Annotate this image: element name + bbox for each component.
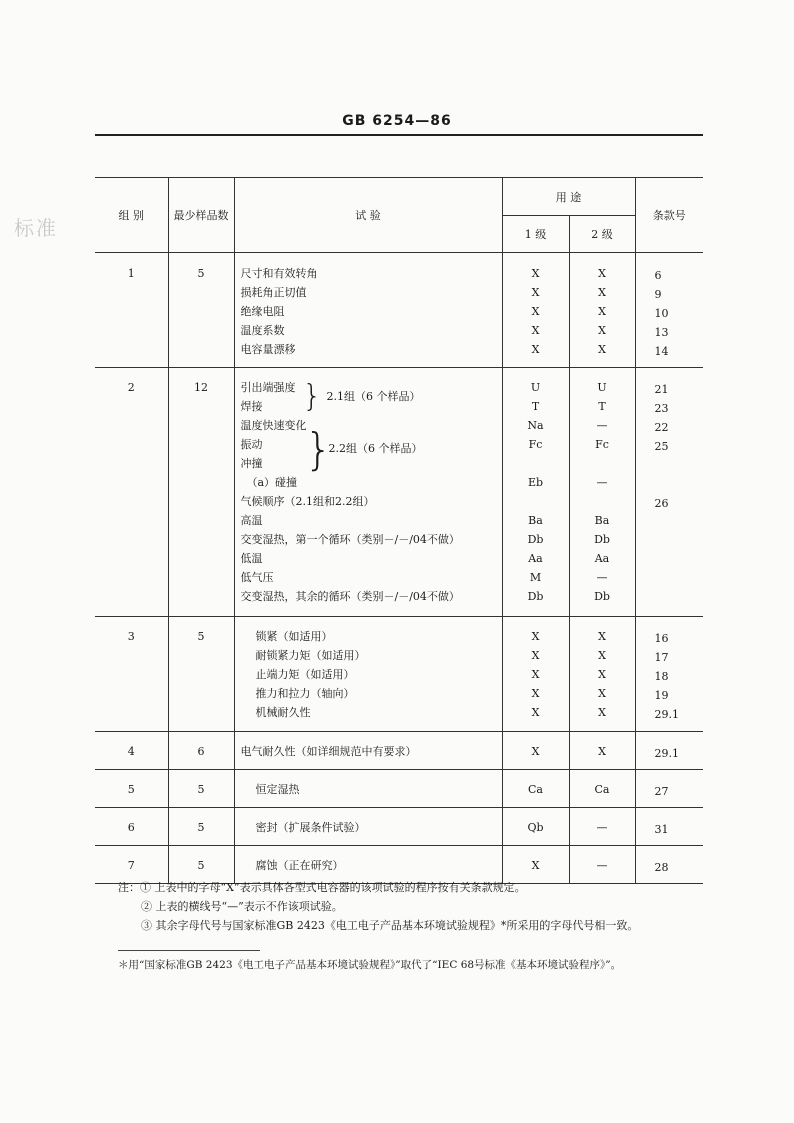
clause-number: 9 — [654, 288, 662, 301]
test-name: 机械耐久性 — [255, 706, 311, 719]
test-name: 密封（扩展条件试验） — [255, 821, 366, 834]
footnote-rule — [118, 950, 260, 951]
clause-number: 27 — [654, 785, 669, 798]
table-row — [95, 617, 703, 732]
clause-number: 6 — [654, 269, 662, 282]
test-name: 交变湿热，其余的循环（类别－/－/04不做） — [240, 590, 460, 603]
header-clause: 条款号 — [635, 178, 703, 253]
test-name: 耐锁紧力矩（如适用） — [255, 649, 366, 662]
clause-number — [636, 475, 704, 494]
level-1-code: X — [531, 649, 540, 662]
table-row — [95, 808, 703, 846]
level-2-code — [570, 492, 635, 511]
level-2-code: Db — [594, 590, 610, 603]
level-1-code: M — [529, 571, 542, 584]
level-2-code: — — [596, 859, 608, 872]
sample-count: 5 — [197, 783, 205, 796]
level-2-code: X — [598, 267, 606, 280]
level-2-code: X — [598, 343, 606, 356]
header-test: 试 验 — [234, 178, 502, 253]
notes — [118, 878, 638, 935]
clause-number: 25 — [654, 440, 669, 453]
header-level-1: 1 级 — [502, 216, 569, 253]
clause-number: 29.1 — [654, 747, 679, 760]
test-name: 电容量漂移 — [240, 343, 296, 356]
group-number: 2 — [127, 381, 135, 394]
level-2-code: X — [598, 649, 606, 662]
test-name: 绝缘电阻 — [240, 305, 285, 318]
group-number: 5 — [127, 783, 135, 796]
clause-number: 16 — [654, 632, 669, 645]
brace-icon: } — [304, 424, 333, 475]
test-name: 气候顺序（2.1组和2.2组） — [240, 495, 375, 508]
test-name: 尺寸和有效转角 — [240, 267, 318, 280]
level-1-code: X — [531, 267, 540, 280]
test-name: 振动 — [240, 438, 263, 451]
level-2-code — [570, 454, 635, 473]
level-2-code: — — [596, 419, 608, 432]
level-1-code: T — [531, 400, 540, 413]
level-1-code: X — [531, 859, 540, 872]
clause-number: 29.1 — [654, 708, 679, 721]
group-number: 1 — [127, 267, 135, 280]
level-1-code: Qb — [527, 821, 544, 834]
clause-number: 19 — [654, 689, 669, 702]
level-1-code: X — [531, 687, 540, 700]
test-name: 冲撞 — [240, 457, 263, 470]
table-row — [95, 368, 703, 617]
level-1-code: Ba — [528, 514, 543, 527]
group-number: 6 — [127, 821, 135, 834]
clause-number: 26 — [654, 497, 669, 510]
footnote: ＊用“国家标准GB 2423《电工电子产品基本环境试验规程》”取代了“IEC 68号标准《基本环境试验程序》”。 — [118, 959, 622, 971]
watermark: 标准 — [14, 216, 58, 240]
level-1-code: Db — [527, 590, 544, 603]
test-name: 损耗角正切值 — [240, 286, 307, 299]
note-item: 注：① 上表中的字母“X”表示具体各型式电容器的该项试验的程序按有关条款规定。 — [118, 881, 526, 894]
header-level-2: 2 级 — [569, 216, 635, 253]
level-2-code: Ba — [594, 514, 610, 527]
sample-count: 12 — [194, 381, 208, 394]
header-rule — [95, 134, 703, 136]
level-2-code: U — [597, 381, 607, 394]
note-item: ② 上表的横线号“—”表示不作该项试验。 — [141, 900, 343, 913]
level-1-code: X — [531, 305, 540, 318]
test-name: 温度系数 — [240, 324, 285, 337]
level-2-code: — — [596, 476, 608, 489]
level-1-code: Ca — [528, 783, 543, 796]
level-2-code: X — [598, 324, 606, 337]
level-1-code: Eb — [527, 476, 544, 489]
clause-number: 18 — [654, 670, 669, 683]
level-1-code — [503, 492, 569, 511]
table-row — [95, 770, 703, 808]
level-2-code: — — [596, 571, 608, 584]
clause-number: 14 — [654, 345, 669, 358]
level-1-code: X — [531, 324, 540, 337]
group-number: 4 — [127, 745, 135, 758]
level-1-code: Db — [527, 533, 544, 546]
level-1-code — [503, 454, 569, 473]
level-2-code: — — [596, 821, 608, 834]
subgroup-label: 2.1组（6 个样品） — [326, 390, 421, 403]
test-name: 恒定湿热 — [255, 783, 300, 796]
level-2-code: Fc — [595, 438, 609, 451]
page-header: GB 6254—86 — [342, 113, 452, 129]
clause-number: 28 — [654, 861, 669, 874]
clause-number — [636, 456, 704, 475]
test-name: 腐蚀（正在研究） — [255, 859, 344, 872]
test-name: 焊接 — [240, 400, 263, 413]
level-2-code: Aa — [594, 552, 610, 565]
level-1-code: X — [531, 630, 540, 643]
clause-number: 21 — [654, 383, 669, 396]
subgroup-label: 2.2组（6 个样品） — [328, 442, 423, 455]
level-1-code: X — [531, 286, 540, 299]
level-1-code: X — [531, 706, 540, 719]
sample-count: 5 — [197, 821, 205, 834]
sample-count: 5 — [197, 267, 205, 280]
level-1-code: Aa — [528, 552, 543, 565]
brace-icon: } — [302, 379, 322, 414]
table-row — [95, 253, 703, 368]
clause-number: 22 — [654, 421, 669, 434]
level-2-code: X — [598, 668, 606, 681]
header-group: 组 别 — [95, 178, 168, 253]
level-2-code: X — [598, 630, 606, 643]
note-item: ③ 其余字母代号与国家标准GB 2423《电工电子产品基本环境试验规程》*所采用的字母代号相一致。 — [141, 919, 639, 932]
group-number: 3 — [127, 630, 135, 643]
level-1-code: X — [531, 745, 540, 758]
test-name: （a）碰撞 — [246, 476, 298, 489]
test-name: 高温 — [240, 514, 263, 527]
test-name: 电气耐久性（如详细规范中有要求） — [240, 745, 417, 758]
table-row — [95, 732, 703, 770]
level-1-code: Na — [527, 419, 544, 432]
test-name: 温度快速变化 — [240, 419, 307, 432]
test-name: 低温 — [240, 552, 263, 565]
level-1-code: Fc — [528, 438, 543, 451]
level-1-code: U — [530, 381, 541, 394]
level-2-code: Ca — [594, 783, 610, 796]
level-2-code: X — [598, 305, 606, 318]
clause-number: 31 — [654, 823, 669, 836]
test-name: 止端力矩（如适用） — [255, 668, 355, 681]
test-name: 推力和拉力（轴向） — [255, 687, 355, 700]
sample-count: 5 — [197, 630, 205, 643]
clause-number: 10 — [654, 307, 669, 320]
level-2-code: X — [598, 286, 606, 299]
test-name: 交变湿热，第一个循环（类别－/－/04不做） — [240, 533, 460, 546]
header-min-samples: 最少样品数 — [168, 178, 234, 253]
test-name: 引出端强度 — [240, 381, 296, 394]
level-2-code: Db — [594, 533, 610, 546]
group-number: 7 — [127, 859, 135, 872]
clause-number: 13 — [654, 326, 669, 339]
test-name: 锁紧（如适用） — [255, 630, 333, 643]
clause-number: 23 — [654, 402, 669, 415]
level-1-code: X — [531, 343, 540, 356]
level-1-code: X — [531, 668, 540, 681]
sample-count: 6 — [197, 745, 205, 758]
level-2-code: X — [598, 706, 606, 719]
level-2-code: X — [598, 745, 606, 758]
test-schedule-table — [95, 177, 703, 884]
sample-count: 5 — [197, 859, 205, 872]
header-usage: 用 途 — [502, 178, 635, 216]
level-2-code: X — [598, 687, 606, 700]
test-name: 低气压 — [240, 571, 274, 584]
level-2-code: T — [598, 400, 606, 413]
clause-number: 17 — [654, 651, 669, 664]
